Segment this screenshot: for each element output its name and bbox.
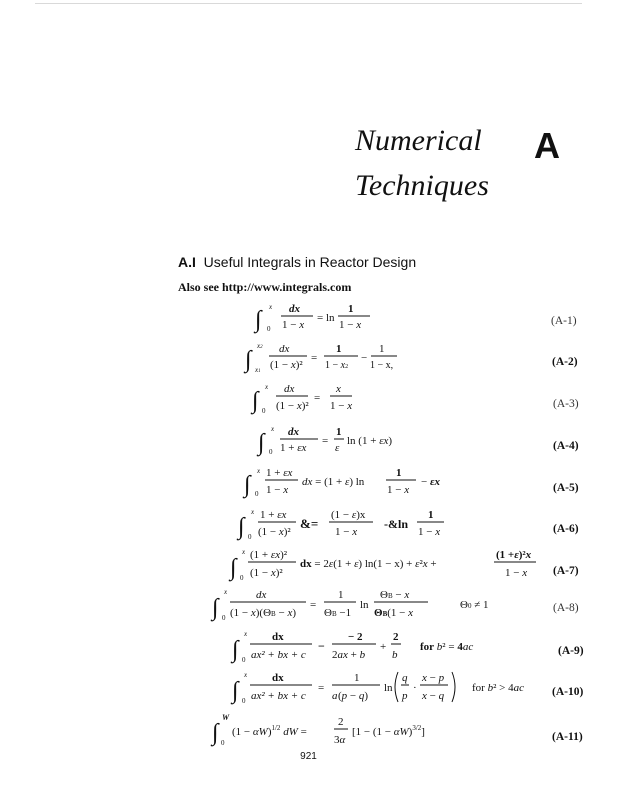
svg-text:(1 − ε)x: (1 − ε)x — [331, 509, 366, 521]
svg-text:[1 − (1 − αW)3/2]: $[1 - (1 - \alpha W)^{3/2}]$ — [352, 724, 425, 738]
svg-text:(1 − x)(ΘB − x): (1 − x)(ΘB − x) — [230, 607, 296, 619]
svg-text:(1 +ε)²x: (1 +ε)²x — [496, 549, 532, 561]
svg-text:dx: dx — [289, 303, 300, 315]
svg-text:ax² + bx + c: ax² + bx + c — [251, 690, 306, 702]
svg-text:0: 0 — [255, 490, 259, 498]
svg-text:∫: ∫ — [238, 514, 245, 540]
svg-text:2: 2 — [338, 716, 344, 728]
equation-number-a2: (A-2) — [552, 356, 578, 368]
equation-number-a4: (A-4) — [553, 440, 579, 452]
svg-text:− εx: − εx — [421, 476, 440, 488]
svg-text:x: x — [269, 303, 273, 311]
chapter-title-line2: Techniques — [355, 169, 489, 202]
svg-text:1 + εx: 1 + εx — [266, 467, 293, 479]
svg-text:ax² + bx + c: ax² + bx + c — [251, 649, 306, 661]
svg-text:x: x — [336, 383, 341, 395]
section-title: Useful Integrals in Reactor Design — [203, 254, 417, 270]
svg-text:x2: x2 — [257, 342, 263, 350]
svg-text:1 − x: 1 − x — [335, 526, 358, 538]
svg-text:(1 − x)²: (1 − x)² — [270, 359, 303, 371]
svg-text:W: W — [222, 713, 230, 722]
equation-a10 — [232, 668, 552, 708]
equation-a5 — [244, 464, 454, 500]
also-see-url[interactable]: http://www.integrals.com — [222, 280, 352, 294]
svg-text:ln (1 + εx): ln (1 + εx) — [347, 435, 393, 447]
svg-text:x: x — [257, 467, 261, 475]
equation-a8-math — [212, 585, 497, 625]
equation-a4-math — [258, 423, 408, 457]
svg-text:1 − x: 1 − x — [339, 319, 362, 331]
svg-text:=: = — [311, 352, 318, 364]
svg-text:+: + — [380, 641, 387, 653]
equation-a7 — [230, 545, 540, 585]
svg-text:1: 1 — [338, 589, 344, 601]
top-rule — [35, 3, 582, 4]
equation-number-a6: (A-6) — [553, 523, 579, 535]
svg-text:ln: ln — [360, 599, 369, 611]
svg-text:q: q — [402, 672, 408, 684]
svg-text:(p − q): (p − q) — [338, 690, 369, 702]
svg-text:ln: ln — [384, 682, 393, 694]
svg-text:1: 1 — [396, 467, 402, 479]
svg-text:x: x — [265, 383, 269, 391]
svg-text:−: − — [318, 639, 325, 653]
equation-number-a8: (A-8) — [553, 602, 579, 614]
svg-text:·: · — [413, 682, 417, 694]
svg-text:ΘB − x: ΘB − x — [380, 589, 410, 601]
svg-text:Θ0 ≠ 1: Θ0 ≠ 1 — [460, 599, 489, 611]
equation-a1-math — [255, 300, 385, 334]
svg-text:0: 0 — [221, 739, 225, 747]
svg-text:0: 0 — [242, 656, 246, 664]
equation-a5-math — [244, 464, 454, 500]
equation-a2-math — [245, 340, 415, 374]
svg-text:=: = — [318, 682, 325, 694]
svg-text:b: b — [392, 649, 398, 661]
equation-number-a5: (A-5) — [553, 482, 579, 494]
svg-text:∫: ∫ — [252, 388, 259, 414]
equation-a3-math — [252, 380, 372, 418]
svg-text:ΘB(1 − x: ΘB(1 − x — [374, 607, 413, 619]
equation-a9 — [232, 627, 502, 667]
svg-text:1 − x: 1 − x — [418, 526, 441, 538]
equation-number-a10: (A-10) — [552, 686, 584, 698]
equation-number-a7: (A-7) — [553, 565, 579, 577]
svg-text:1 − x: 1 − x — [330, 400, 353, 412]
equation-a8 — [212, 585, 497, 625]
svg-text:dx = 2ε(1 + ε) ln(1 − x) + ε²x: dx = 2ε(1 + ε) ln(1 − x) + ε²x + — [300, 558, 437, 570]
svg-text:∫: ∫ — [230, 555, 237, 581]
svg-text:1 − x: 1 − x — [266, 484, 289, 496]
svg-text:1 + εx: 1 + εx — [280, 442, 307, 454]
svg-text:(1 + εx)²: (1 + εx)² — [250, 549, 288, 561]
section-heading — [178, 254, 416, 270]
svg-text:p: p — [402, 690, 408, 702]
svg-text:∫: ∫ — [232, 678, 239, 704]
svg-text:0: 0 — [269, 448, 273, 456]
svg-text:∫: ∫ — [244, 472, 251, 498]
svg-text:&=: &= — [300, 516, 319, 531]
svg-text:ΘB −1: ΘB −1 — [324, 607, 352, 619]
svg-text:for b² > 4ac: for b² > 4ac — [472, 682, 524, 694]
svg-text:dx: dx — [279, 343, 290, 355]
svg-text:0: 0 — [248, 533, 252, 541]
svg-text:-&ln: -&ln — [384, 517, 408, 531]
svg-text:0: 0 — [242, 697, 246, 705]
svg-text:1: 1 — [348, 303, 354, 315]
equation-number-a9: (A-9) — [558, 645, 584, 657]
svg-text:dx: dx — [288, 426, 299, 438]
svg-text:x − p: x − p — [422, 672, 445, 684]
svg-text:−: − — [361, 352, 368, 364]
svg-text:x1: x1 — [255, 366, 261, 374]
svg-text:0: 0 — [222, 614, 226, 622]
svg-text:0: 0 — [267, 325, 271, 333]
equation-a1 — [255, 300, 385, 334]
svg-text:1 − x,: 1 − x, — [370, 360, 394, 371]
svg-text:1: 1 — [336, 426, 342, 438]
svg-text:1: 1 — [379, 343, 385, 355]
svg-text:x − q: x − q — [422, 690, 445, 702]
equation-a7-math — [230, 545, 540, 585]
svg-text:dx: dx — [272, 631, 284, 643]
svg-text:∫: ∫ — [255, 307, 262, 333]
equation-a11-math — [212, 712, 472, 750]
svg-text:dx = (1 + ε) ln: dx = (1 + ε) ln — [302, 476, 365, 488]
equation-a6-math — [238, 506, 458, 544]
svg-text:2: 2 — [393, 631, 399, 643]
page-number: 921 — [300, 751, 317, 762]
svg-text:1: 1 — [428, 509, 434, 521]
svg-text:dx: dx — [256, 589, 267, 601]
equation-number-a3: (A-3) — [553, 398, 579, 410]
svg-text:1 − x: 1 − x — [505, 567, 528, 579]
svg-text:x: x — [244, 630, 248, 638]
section-number: A.I — [178, 254, 196, 270]
equation-a3 — [252, 380, 372, 418]
svg-text:1 − x2: 1 − x2 — [325, 360, 349, 371]
svg-text:3α: 3α — [334, 734, 346, 746]
svg-text:1 + εx: 1 + εx — [260, 509, 287, 521]
equation-number-a11: (A-11) — [552, 731, 583, 743]
equation-a2 — [245, 340, 415, 374]
equation-a6 — [238, 506, 458, 544]
also-see-label: Also see — [178, 280, 219, 294]
svg-text:2ax + b: 2ax + b — [332, 649, 366, 661]
svg-text:∫: ∫ — [212, 595, 219, 621]
svg-text:x: x — [251, 508, 255, 516]
svg-text:a: a — [332, 690, 338, 702]
svg-text:=: = — [322, 435, 329, 447]
svg-text:− 2: − 2 — [348, 631, 363, 643]
svg-text:(1 − x)²: (1 − x)² — [250, 567, 283, 579]
svg-text:=: = — [310, 599, 317, 611]
svg-text:1: 1 — [354, 672, 360, 684]
svg-text:1 − x: 1 − x — [282, 319, 305, 331]
svg-text:x: x — [224, 588, 228, 596]
svg-text:(1 − αW)1/2 dW =: $(1 - \alpha W)^{1/2}$ dW = — [232, 724, 307, 738]
svg-text:for b² = 4ac: for b² = 4ac — [420, 641, 474, 653]
equation-number-a1: (A-1) — [551, 315, 577, 327]
equation-a11 — [212, 712, 472, 750]
equation-a4 — [258, 423, 408, 457]
also-see-line — [178, 280, 351, 295]
svg-text:∫: ∫ — [245, 347, 252, 373]
svg-text:0: 0 — [240, 574, 244, 582]
equation-a10-math — [232, 668, 552, 708]
svg-text:0: 0 — [262, 407, 266, 415]
svg-text:dx: dx — [284, 383, 295, 395]
svg-text:∫: ∫ — [232, 637, 239, 663]
svg-text:=: = — [314, 392, 321, 404]
chapter-title-line1: Numerical — [355, 124, 482, 157]
svg-text:dx: dx — [272, 672, 284, 684]
appendix-letter: A — [534, 125, 560, 166]
svg-text:1: 1 — [336, 343, 342, 355]
svg-text:(1 − x)²: (1 − x)² — [258, 526, 291, 538]
equation-a9-math — [232, 627, 502, 667]
svg-text:x: x — [242, 548, 246, 556]
svg-text:= ln: = ln — [317, 312, 335, 324]
svg-text:1 − x: 1 − x — [387, 484, 410, 496]
svg-text:∫: ∫ — [212, 720, 219, 746]
svg-text:ε: ε — [335, 442, 340, 454]
svg-text:x: x — [271, 425, 275, 433]
svg-text:(1 − x)²: (1 − x)² — [276, 400, 309, 412]
svg-text:∫: ∫ — [258, 430, 265, 456]
svg-text:x: x — [244, 671, 248, 679]
